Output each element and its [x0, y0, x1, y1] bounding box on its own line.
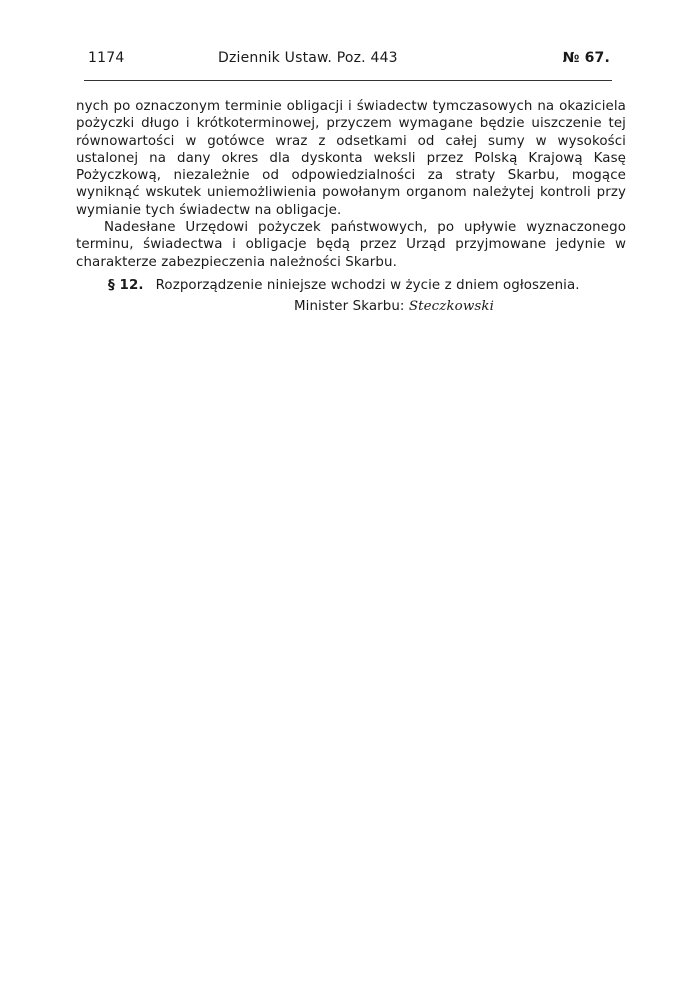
- journal-title: Dziennik Ustaw. Poz. 443: [218, 50, 398, 66]
- signature-name: Steczkowski: [408, 299, 494, 315]
- issue-number: № 67.: [562, 50, 610, 66]
- paragraph-submitted-documents: Nadesłane Urzędowi pożyczek państwowych, po upływie wyznaczonego terminu, świadectwa i obligacje będą przez Urząd przyjmowane jedynie w charakterze zabezpieczenia należności Skarbu.: [76, 220, 626, 270]
- header-divider: [84, 80, 612, 81]
- page-number: 1174: [88, 50, 125, 66]
- page-header: [84, 50, 614, 72]
- section-12: [76, 277, 626, 294]
- section-mark: § 12.: [108, 277, 144, 293]
- section-text: Rozporządzenie niniejsze wchodzi w życie z dniem ogłoszenia.: [155, 277, 580, 293]
- signature-block: [76, 298, 626, 315]
- paragraph-continuation: nych po oznaczonym terminie obligacji i świadectw tymczasowych na okaziciela pożyczki długo i krótkoterminowej, przyczem wymagane będzie uiszczenie tej równowartości w gotówce wraz z odsetkami od całej sumy w wysokości ustalonej na dany okres dla dyskonta weksli przez Polską Krajową Kasę Pożyczkową, niezależnie od odpowiedzialności za straty Skarbu, mogące wyniknąć wskutek uniemożliwienia powołanym organom należytej kontroli przy wymianie tych świadectw na obligacje.: [76, 99, 626, 218]
- signature-title: Minister Skarbu:: [294, 299, 405, 315]
- document-body: [76, 98, 626, 316]
